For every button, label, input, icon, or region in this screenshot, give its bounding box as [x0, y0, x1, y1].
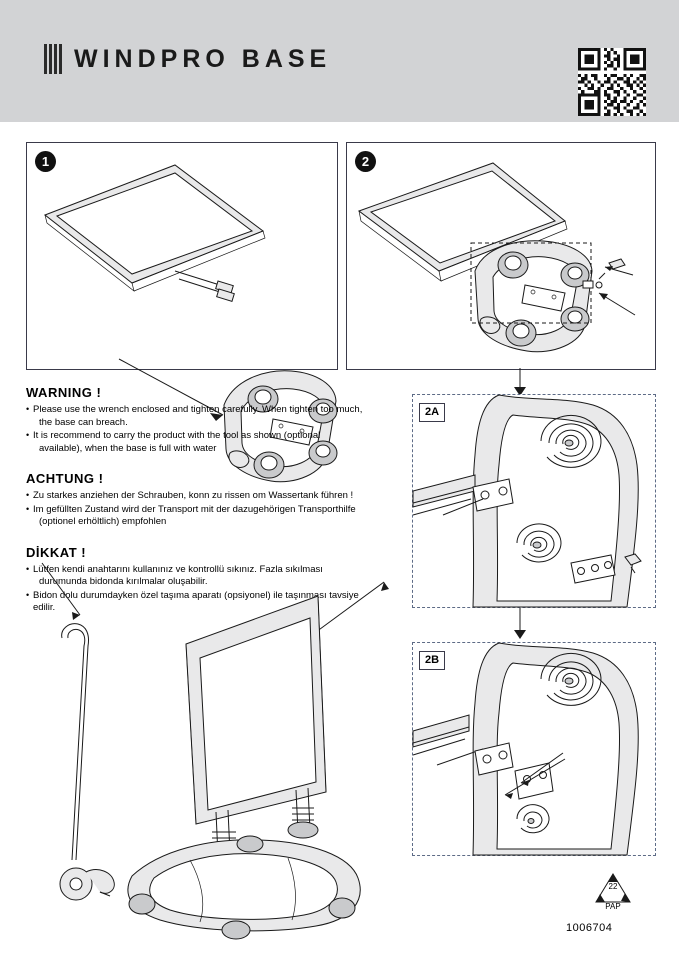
- warning-heading-de: ACHTUNG !: [26, 471, 104, 487]
- warning-tr-1-cont: durumunda bidonda kırılmalar oluşabilir.: [39, 576, 208, 588]
- detail-2b-panel: [412, 642, 656, 856]
- warning-de-2: Im gefüllten Zustand wird der Transport mit der dazugehörigen Transporthilfe: [33, 503, 356, 515]
- recycle-material: PAP: [605, 902, 621, 911]
- warning-en-2: It is recommend to carry the product with the tool as shown (optional: [33, 430, 321, 442]
- list-item: [26, 490, 378, 503]
- step-2-panel: [346, 142, 656, 370]
- warning-list-en: [26, 404, 378, 455]
- step-1-badge: 1: [35, 151, 56, 172]
- detail-2a-badge: 2A: [419, 403, 445, 422]
- qr-code-icon: [578, 48, 646, 116]
- document-code: 1006704: [566, 922, 613, 934]
- flow-arrow-to-2b: [500, 608, 540, 642]
- warning-en-1-cont: the base can breach.: [39, 416, 128, 428]
- step-1-panel: [26, 142, 338, 370]
- recycling-symbol: [590, 872, 636, 916]
- step-2-badge: 2: [355, 151, 376, 172]
- detail-2a-panel: [412, 394, 656, 608]
- warning-de-2-cont: (optionel erhöltlich) empfohlen: [39, 516, 167, 528]
- list-item: [26, 430, 378, 455]
- assembled-product-illustration: [20, 560, 420, 930]
- warning-de-1: Zu starkes anziehen der Schrauben, konn zu rissen om Wassertank führen !: [33, 490, 354, 502]
- warning-tr-2: Bidon dolu durumdayken özel taşıma aparatı (opsiyonel) ile taşınması tavsiye edilir.: [33, 589, 359, 614]
- brand-lockup: [44, 44, 331, 74]
- warning-heading-tr: DİKKAT !: [26, 544, 87, 560]
- warning-en-2-cont: available), when the base is full with water: [39, 442, 217, 454]
- warning-tr-1: Lütfen kendi anahtarını kullanınız ve kontrollü sıkınız. Fazla sıkılması: [33, 563, 323, 575]
- detail-2b-illustration: [413, 643, 655, 855]
- warning-heading-en: WARNING !: [26, 385, 102, 400]
- step-1-illustration: [27, 143, 337, 369]
- detail-2a-illustration: [413, 395, 655, 607]
- brand-title: WINDPRO BASE: [74, 44, 332, 73]
- header-band: [0, 0, 679, 122]
- step-2-illustration: [347, 143, 655, 369]
- list-item: [26, 504, 378, 529]
- warning-en-1: Please use the wrench enclosed and tighten carefully. When tighten too much,: [33, 404, 363, 415]
- detail-2b-badge: 2B: [419, 651, 445, 670]
- recycle-code: 22: [608, 882, 618, 891]
- bars-logo-icon: [44, 44, 64, 74]
- warning-list-de: [26, 490, 378, 529]
- list-item: [26, 404, 378, 429]
